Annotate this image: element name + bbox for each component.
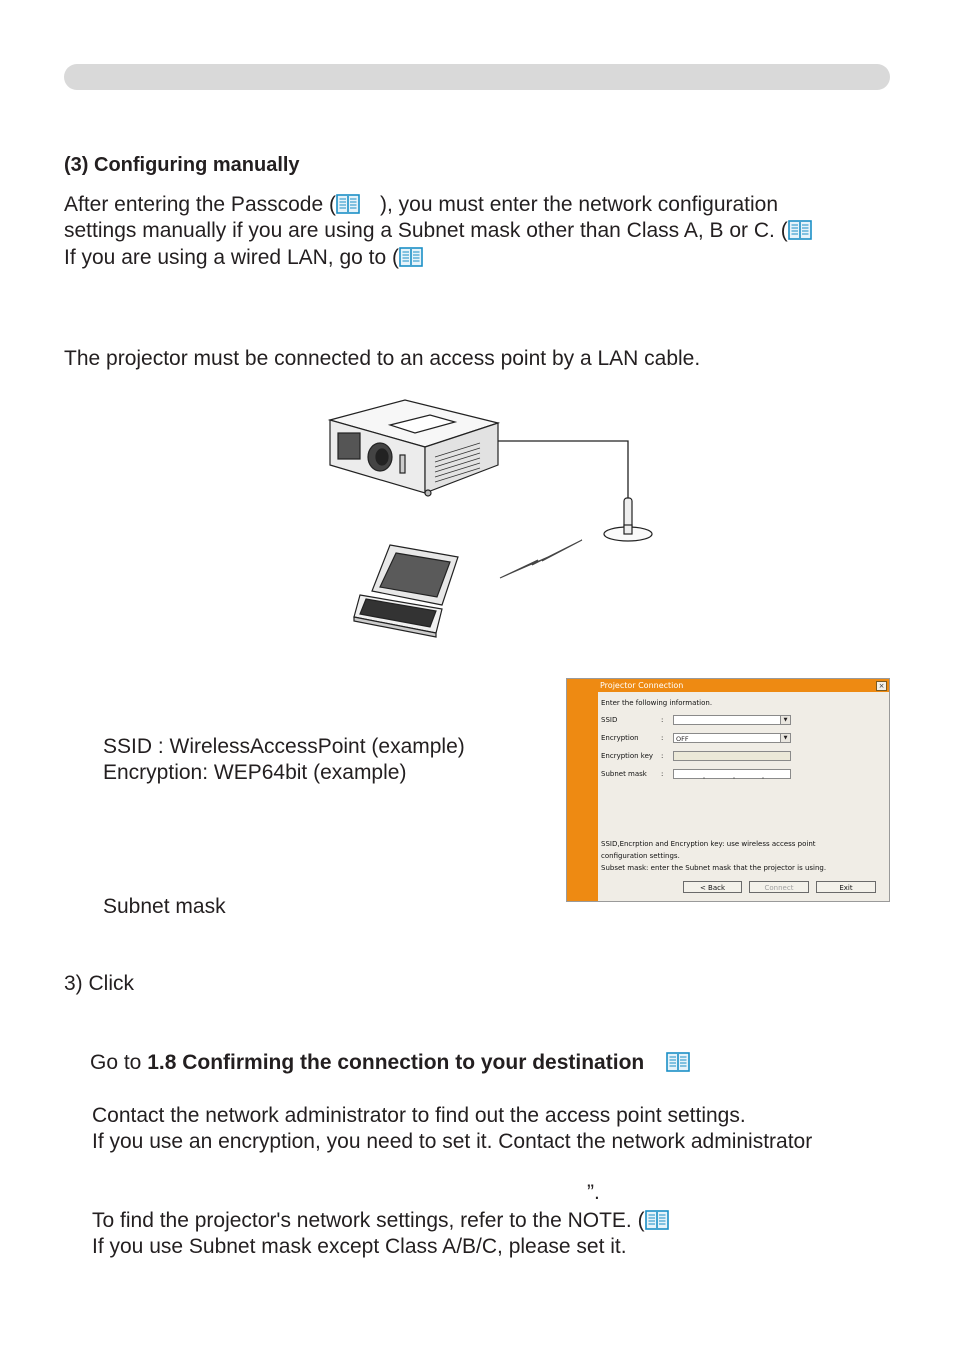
- note-encryption: If you use an encryption, you need to set it. Contact the network administrator: [92, 1130, 813, 1153]
- help-line-3: Subset mask: enter the Subnet mask that the projector is using.: [601, 864, 827, 872]
- ssid-example: SSID : WirelessAccessPoint (example): [103, 735, 465, 758]
- book-icon[interactable]: [666, 1052, 690, 1072]
- antenna-illustration: [604, 498, 652, 541]
- book-icon[interactable]: [788, 220, 812, 240]
- note-contact-admin: Contact the network administrator to find out the access point settings.: [92, 1104, 746, 1127]
- back-button[interactable]: < Back: [683, 881, 742, 893]
- chevron-down-icon[interactable]: ▼: [780, 716, 790, 724]
- encryption-colon: :: [661, 734, 664, 742]
- connection-note: The projector must be connected to an access point by a LAN cable.: [64, 347, 701, 370]
- dialog-side-panel: [567, 679, 598, 901]
- encryption-example: Encryption: WEP64bit (example): [103, 761, 407, 784]
- encryption-select[interactable]: [673, 733, 791, 743]
- book-icon[interactable]: [336, 194, 360, 214]
- encryption-key-label: Encryption key: [601, 752, 654, 760]
- goto-link-text[interactable]: 1.8 Confirming the connection to your destination: [147, 1051, 645, 1074]
- close-icon[interactable]: ×: [876, 681, 887, 691]
- ip-dot-separators: [674, 771, 790, 779]
- book-icon[interactable]: [399, 247, 423, 267]
- ssid-select[interactable]: [673, 715, 791, 725]
- subnet-mask-colon: :: [661, 770, 664, 778]
- note-quote-end: ”.: [587, 1181, 600, 1204]
- encryption-label: Encryption: [601, 734, 639, 742]
- intro-line-1-start: After entering the Passcode (: [64, 193, 336, 216]
- intro-line-3-text: If you are using a wired LAN, go to (: [64, 246, 400, 269]
- connect-button[interactable]: Connect: [749, 881, 809, 893]
- dialog-prompt: Enter the following information.: [601, 699, 713, 707]
- header-bar: [64, 64, 890, 90]
- encryption-key-colon: :: [661, 752, 664, 760]
- dialog-title: Projector Connection: [598, 679, 889, 692]
- subnet-mask-input[interactable]: [673, 769, 791, 779]
- subnet-mask-label: Subnet mask: [103, 895, 226, 918]
- goto-prefix: Go to: [90, 1051, 148, 1074]
- exit-button[interactable]: Exit: [816, 881, 876, 893]
- lightning-bolt-icon: [500, 540, 582, 578]
- goto-line: [90, 1050, 690, 1076]
- intro-line-2: [64, 218, 812, 244]
- encryption-value: OFF: [676, 735, 689, 743]
- intro-line-1: [64, 192, 778, 218]
- note-find-settings: [92, 1208, 669, 1234]
- section-heading: (3) Configuring manually: [64, 154, 300, 176]
- step-3: 3) Click: [64, 972, 135, 995]
- help-line-2: configuration settings.: [601, 852, 680, 860]
- laptop-illustration: [354, 545, 458, 637]
- intro-line-1-end: ), you must enter the network configuration: [380, 193, 779, 216]
- ssid-colon: :: [661, 716, 664, 724]
- intro-line-2-text: settings manually if you are using a Subnet mask other than Class A, B or C. (: [64, 219, 788, 242]
- subnet-mask-field-label: Subnet mask: [601, 770, 647, 778]
- network-illustration: [320, 395, 660, 640]
- projector-connection-dialog: [566, 678, 890, 902]
- projector-illustration: [330, 400, 498, 496]
- note-subnet-except: If you use Subnet mask except Class A/B/C, please set it.: [92, 1235, 627, 1258]
- lan-cable: [498, 441, 628, 500]
- note-find-settings-text: To find the projector's network settings, refer to the NOTE. (: [92, 1209, 645, 1232]
- ssid-label: SSID: [601, 716, 618, 724]
- book-icon[interactable]: [645, 1210, 669, 1230]
- encryption-key-input[interactable]: [673, 751, 791, 761]
- chevron-down-icon[interactable]: ▼: [780, 734, 790, 742]
- intro-line-3: [64, 245, 423, 271]
- help-line-1: SSID,Encrption and Encryption key: use wireless access point: [601, 840, 816, 848]
